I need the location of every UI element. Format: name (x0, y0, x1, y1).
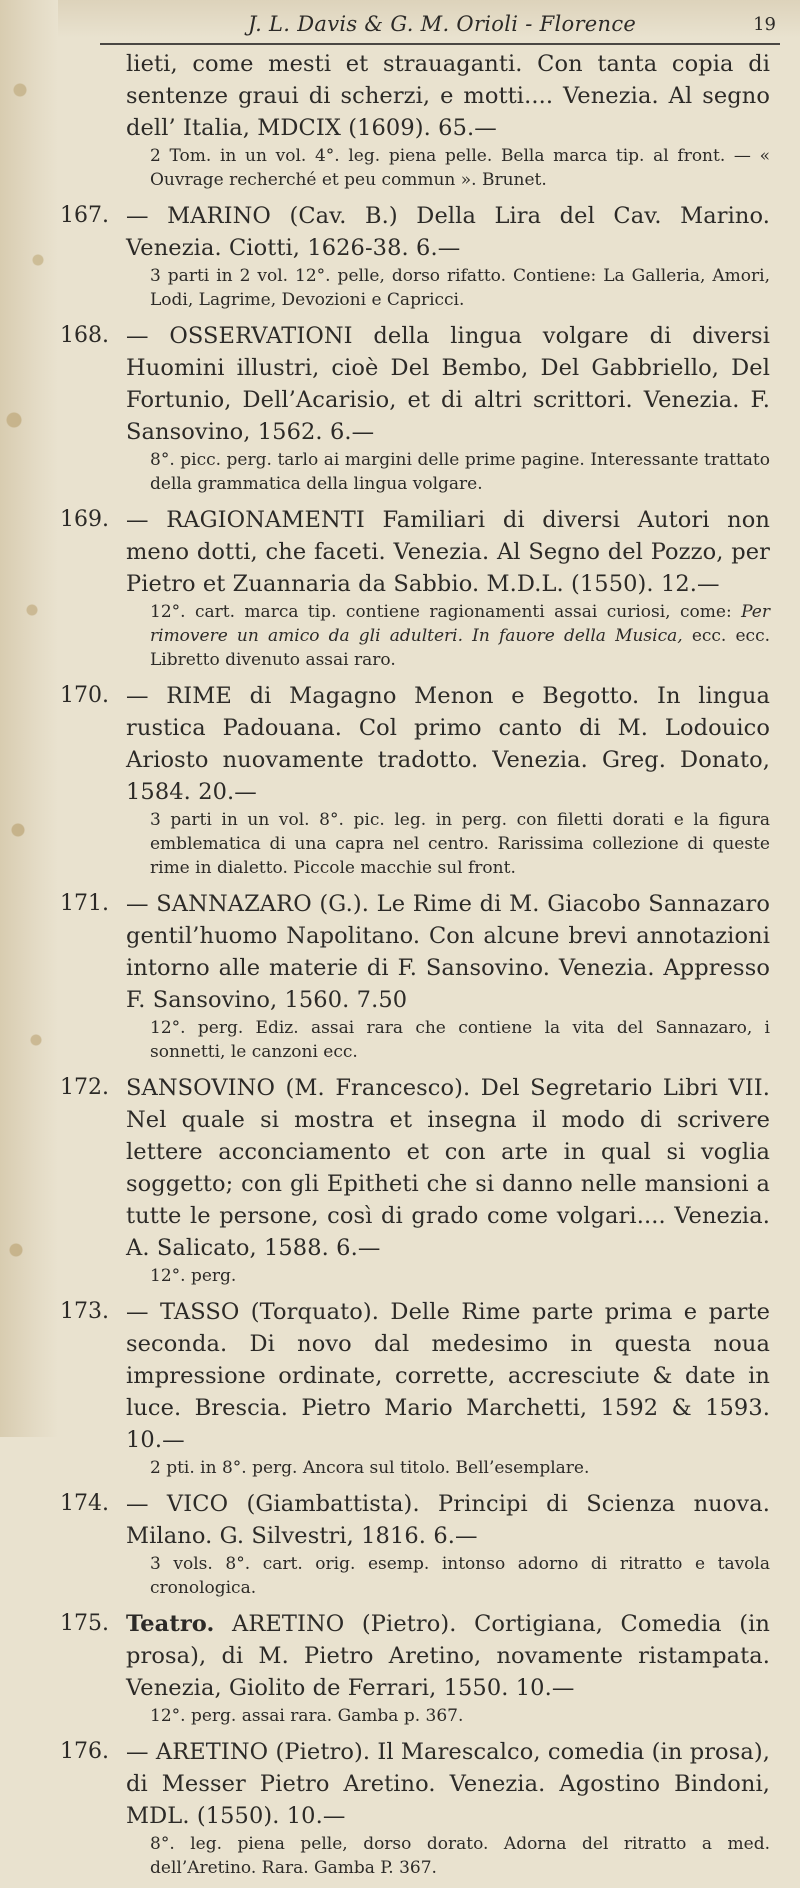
entry-note: 8°. picc. perg. tarlo ai margini delle prime pagine. Interessante trattato della grammatica della lingua volgare. (150, 450, 770, 494)
entry-note: 12°. cart. marca tip. contiene ragionamenti assai curiosi, come: Per rimovere un amico da gli adulteri. In fauore della Musica, ecc. ecc. Libretto divenuto assai raro. (150, 602, 771, 670)
catalogue-entry (0, 1072, 800, 1288)
entry-note: 3 parti in un vol. 8°. pic. leg. in perg. con filetti dorati e la figura emblematica di una capra nel centro. Rarissima collezione di queste rime in dialetto. Piccole macchie sul front. (150, 810, 770, 878)
catalogue-entry (0, 1296, 800, 1480)
entry-number: 169. (60, 507, 109, 532)
section-lead: Teatro. (126, 1611, 215, 1637)
entry-note: 3 parti in 2 vol. 12°. pelle, dorso rifatto. Contiene: La Galleria, Amori, Lodi, Lagrime, Devozioni e Capricci. (150, 266, 770, 310)
entry-number: 170. (60, 683, 109, 708)
entry-price: 6.— (416, 235, 461, 261)
entry-text: — RIME di Magagno Menon e Begotto. In lingua rustica Padouana. Col primo canto di M. Lodouico Ariosto nuovamente tradotto. Venezia. Greg. Donato, 1584. 20.— (126, 683, 770, 805)
entry-number: 175. (60, 1611, 109, 1636)
entry-note: 12°. perg. assai rara. Gamba p. 367. (150, 1706, 464, 1726)
entry-note: 12°. perg. (150, 1266, 237, 1286)
entry-price: 6.— (329, 419, 375, 445)
entry-text: — ARETINO (Pietro). Il Marescalco, comedia (in prosa), di Messer Pietro Aretino. Venezia. Agostino Bindoni, MDL. (1550). 10.— (126, 1739, 770, 1829)
entry-text: — OSSERVATIONI della lingua volgare di diversi Huomini illustri, cioè Del Bembo, Del Gabbriello, Del Fortunio, Dell’Acarisio, et di altri scrittori. Venezia. F. Sansovino, 1562. 6.— (126, 323, 770, 445)
entry-text: lieti, come mesti et strauaganti. Con tanta copia di sentenze graui di scherzi, e motti.... Venezia. Al segno dell’ Italia, MDCIX (1609). 65.— (126, 51, 770, 141)
header-rule (100, 43, 780, 45)
entry-note: 2 pti. in 8°. perg. Ancora sul titolo. Bell’esemplare. (150, 1458, 590, 1478)
catalogue-entry (0, 888, 800, 1064)
catalogue-entry (0, 1608, 800, 1728)
entry-number: 171. (60, 891, 109, 916)
catalogue-entry (0, 200, 800, 312)
entry-text: — VICO (Giambattista). Principi di Scienza nuova. Milano. G. Silvestri, 1816. 6.— (126, 1491, 770, 1549)
entry-number: 174. (60, 1491, 109, 1516)
catalogue-entry (0, 48, 800, 192)
entry-number: 167. (60, 203, 109, 228)
entry-price: 10.— (126, 1427, 185, 1453)
entry-text: — SANNAZARO (G.). Le Rime di M. Giacobo Sannazaro gentil’huomo Napolitano. Con alcune brevi annotazioni intorno alle materie di F. Sansovino. Venezia. Appresso F. Sansovino, 1560. 7.50 (126, 891, 770, 1013)
entry-note: 3 vols. 8°. cart. orig. esemp. intonso adorno di ritratto e tavola cronologica. (150, 1554, 770, 1598)
entry-number: 173. (60, 1299, 109, 1324)
page-number: 19 (753, 14, 776, 35)
catalogue-entry (0, 680, 800, 880)
catalogue-entries (0, 48, 800, 1888)
entry-price: 6.— (336, 1235, 381, 1261)
entry-price: 6.— (433, 1523, 478, 1549)
entry-price: 20.— (198, 779, 257, 805)
entry-text: Teatro. ARETINO (Pietro). Cortigiana, Comedia (in prosa), di M. Pietro Aretino, novamente ristampata. Venezia, Giolito de Ferrari, 1550. 10.— (126, 1611, 770, 1701)
entry-price: 12.— (660, 571, 720, 597)
entry-price: 10.— (515, 1675, 575, 1701)
entry-note: 2 Tom. in un vol. 4°. leg. piena pelle. Bella marca tip. al front. — « Ouvrage recherché et peu commun ». Brunet. (150, 146, 770, 190)
entry-number: 176. (60, 1739, 109, 1764)
entry-price: 65.— (438, 115, 497, 141)
entry-price: 10.— (286, 1803, 346, 1829)
catalogue-entry (0, 320, 800, 496)
entry-price: 7.50 (356, 987, 408, 1013)
header-title: J. L. Davis & G. M. Orioli - Florence (248, 12, 637, 36)
entry-text: — MARINO (Cav. B.) Della Lira del Cav. Marino. Venezia. Ciotti, 1626-38. 6.— (126, 203, 770, 261)
catalogue-entry (0, 504, 800, 672)
entry-text: SANSOVINO (M. Francesco). Del Segretario Libri VII. Nel quale si mostra et insegna il modo di scrivere lettere acconciamento et con arte in qual si voglia soggetto; con gli Epitheti che si danno nelle mansioni a tutte le persone, così di grado come volgari.... Venezia. A. Salicato, 1588. 6.— (126, 1075, 770, 1261)
entry-text: — TASSO (Torquato). Delle Rime parte prima e parte seconda. Di novo dal medesimo in questa noua impressione ordinate, corrette, accresciute & date in luce. Brescia. Pietro Mario Marchetti, 1592 & 1593. 10.— (126, 1299, 770, 1453)
catalogue-entry (0, 1736, 800, 1880)
entry-note: 12°. perg. Ediz. assai rara che contiene la vita del Sannazaro, i sonnetti, le canzoni ecc. (150, 1018, 770, 1062)
entry-number: 168. (60, 323, 109, 348)
entry-number: 172. (60, 1075, 109, 1100)
running-header (100, 10, 780, 38)
catalogue-entry (0, 1488, 800, 1600)
entry-note: 8°. leg. piena pelle, dorso dorato. Adorna del ritratto a med. dell’Aretino. Rara. Gamba P. 367. (150, 1834, 770, 1878)
entry-text: — RAGIONAMENTI Familiari di diversi Autori non meno dotti, che faceti. Venezia. Al Segno del Pozzo, per Pietro et Zuannaria da Sabbio. M.D.L. (1550). 12.— (126, 507, 770, 597)
